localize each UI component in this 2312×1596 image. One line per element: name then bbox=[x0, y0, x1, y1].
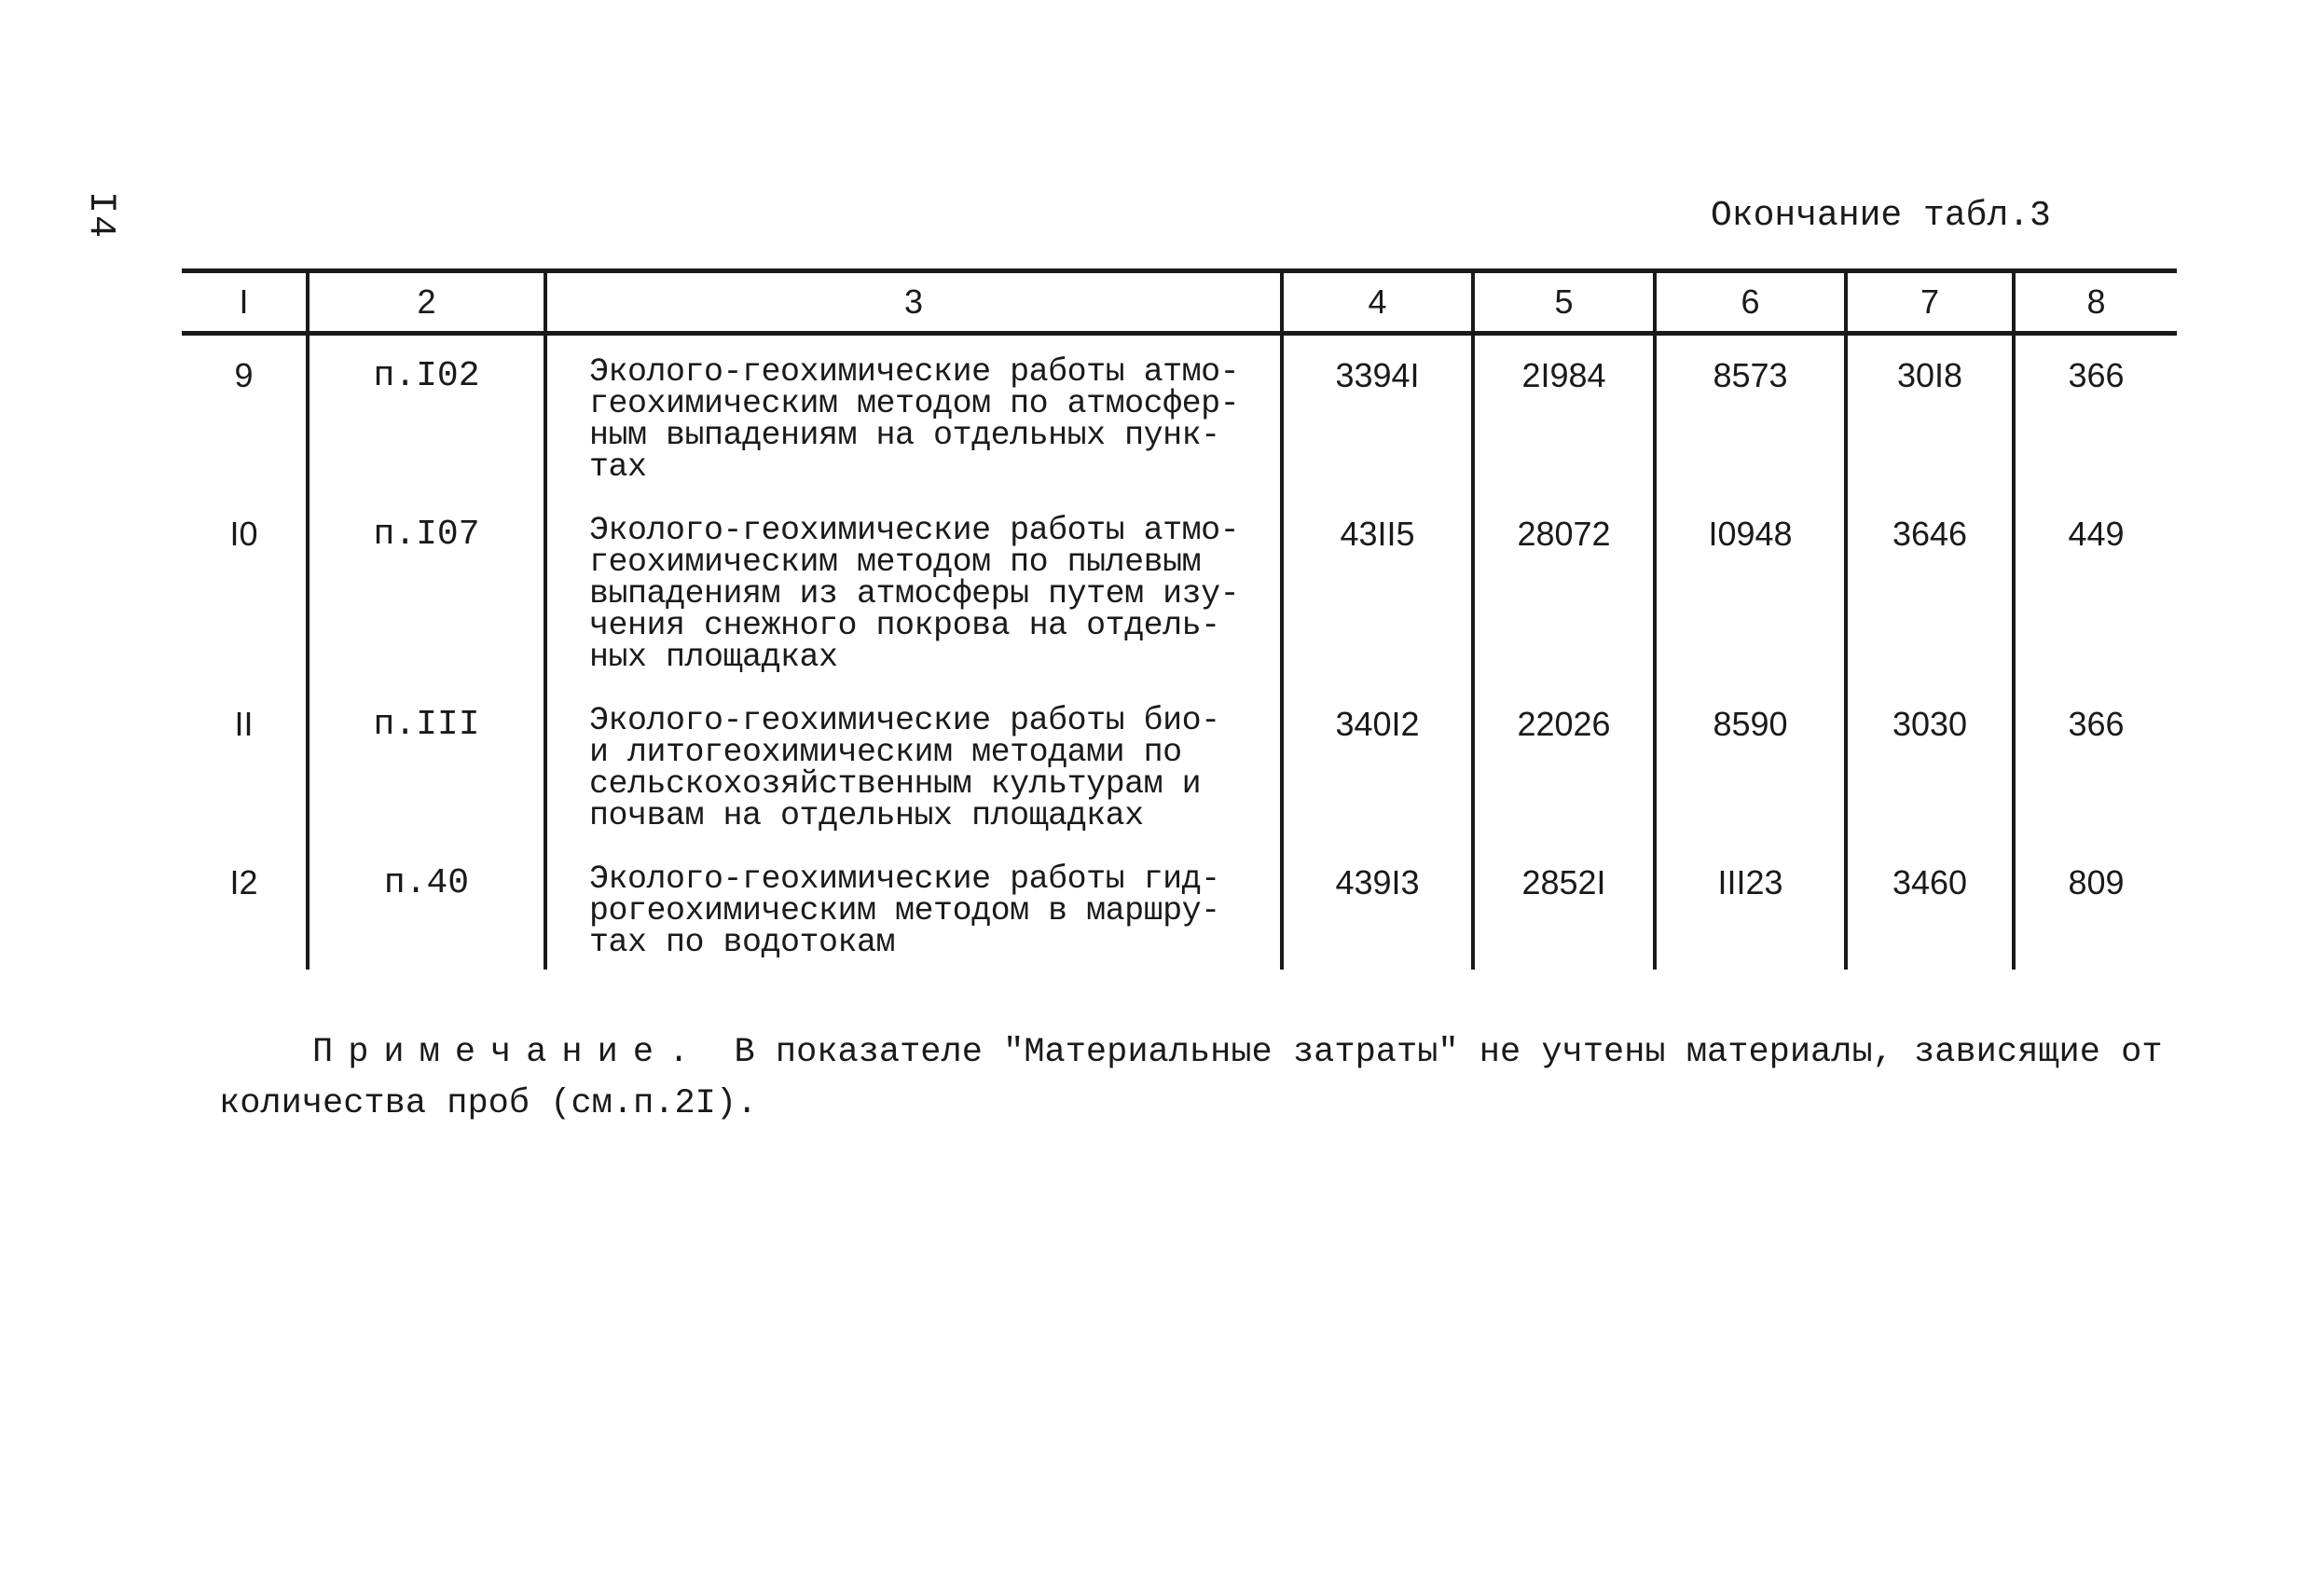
row-number: I0 bbox=[229, 515, 258, 553]
note-line-2: количества проб (см.п.2I). bbox=[219, 1084, 758, 1123]
column-header: 6 bbox=[1655, 271, 1846, 334]
column-header: 5 bbox=[1473, 271, 1655, 334]
cell-col5: 2I984 bbox=[1473, 334, 1655, 495]
row-number: I2 bbox=[229, 863, 258, 901]
cell-col6: 8590 bbox=[1655, 684, 1846, 843]
row-number: II bbox=[234, 705, 254, 743]
header-row bbox=[182, 271, 2177, 334]
row-reference: п.I02 bbox=[308, 334, 545, 495]
cell-col5: 22026 bbox=[1473, 684, 1655, 843]
row-reference: п.40 bbox=[308, 843, 545, 970]
column-header: 8 bbox=[2014, 271, 2177, 334]
row-reference: п.I07 bbox=[308, 494, 545, 684]
cell-col8: 366 bbox=[2014, 334, 2177, 495]
column-header: 7 bbox=[1846, 271, 2014, 334]
column-header: I bbox=[239, 282, 249, 321]
column-header: 4 bbox=[1282, 271, 1473, 334]
table-row bbox=[182, 843, 2177, 970]
row-description: Эколого-геохимические работы био- и литогеохимическим методами по сельскохозяйственным культурам и почвам на отдельных площадках bbox=[545, 684, 1282, 843]
table-row bbox=[182, 334, 2177, 495]
column-header: 3 bbox=[545, 271, 1282, 334]
cell-col4: 43II5 bbox=[1282, 494, 1473, 684]
cell-col7: 3460 bbox=[1846, 843, 2014, 970]
cell-col4: 439I3 bbox=[1282, 843, 1473, 970]
row-description: Эколого-геохимические работы гид- рогеохимическим методом в маршру- тах по водотокам bbox=[545, 843, 1282, 970]
cell-col7: 3646 bbox=[1846, 494, 2014, 684]
cell-col6: 8573 bbox=[1655, 334, 1846, 495]
cell-col4: 3394I bbox=[1282, 334, 1473, 495]
table-row bbox=[182, 494, 2177, 684]
cell-col6: III23 bbox=[1655, 843, 1846, 970]
row-description: Эколого-геохимические работы атмо- геохимическим методом по пылевым выпадениям из атмосферы путем изу- чения снежного покрова на отдель- ных площадках bbox=[545, 494, 1282, 684]
note-line-1 bbox=[312, 1033, 2163, 1072]
row-number: 9 bbox=[234, 356, 254, 394]
cell-col5: 2852I bbox=[1473, 843, 1655, 970]
cell-col6: I0948 bbox=[1655, 494, 1846, 684]
cell-col5: 28072 bbox=[1473, 494, 1655, 684]
note-label: Примечание. bbox=[312, 1033, 705, 1072]
cell-col8: 366 bbox=[2014, 684, 2177, 843]
row-description: Эколого-геохимические работы атмо- геохимическим методом по атмосфер- ным выпадениям на отдельных пунк- тах bbox=[545, 334, 1282, 495]
page-number: I4 bbox=[79, 191, 121, 241]
table-row bbox=[182, 684, 2177, 843]
cell-col8: 449 bbox=[2014, 494, 2177, 684]
cell-col8: 809 bbox=[2014, 843, 2177, 970]
row-reference: п.III bbox=[308, 684, 545, 843]
data-table bbox=[182, 268, 2177, 970]
cell-col4: 340I2 bbox=[1282, 684, 1473, 843]
cell-col7: 3030 bbox=[1846, 684, 2014, 843]
cell-col7: 30I8 bbox=[1846, 334, 2014, 495]
column-header: 2 bbox=[308, 271, 545, 334]
note-text: В показателе "Материальные затраты" не учтены материалы, зависящие от bbox=[734, 1033, 2163, 1072]
table-caption: Окончание табл.3 bbox=[1711, 196, 2051, 236]
